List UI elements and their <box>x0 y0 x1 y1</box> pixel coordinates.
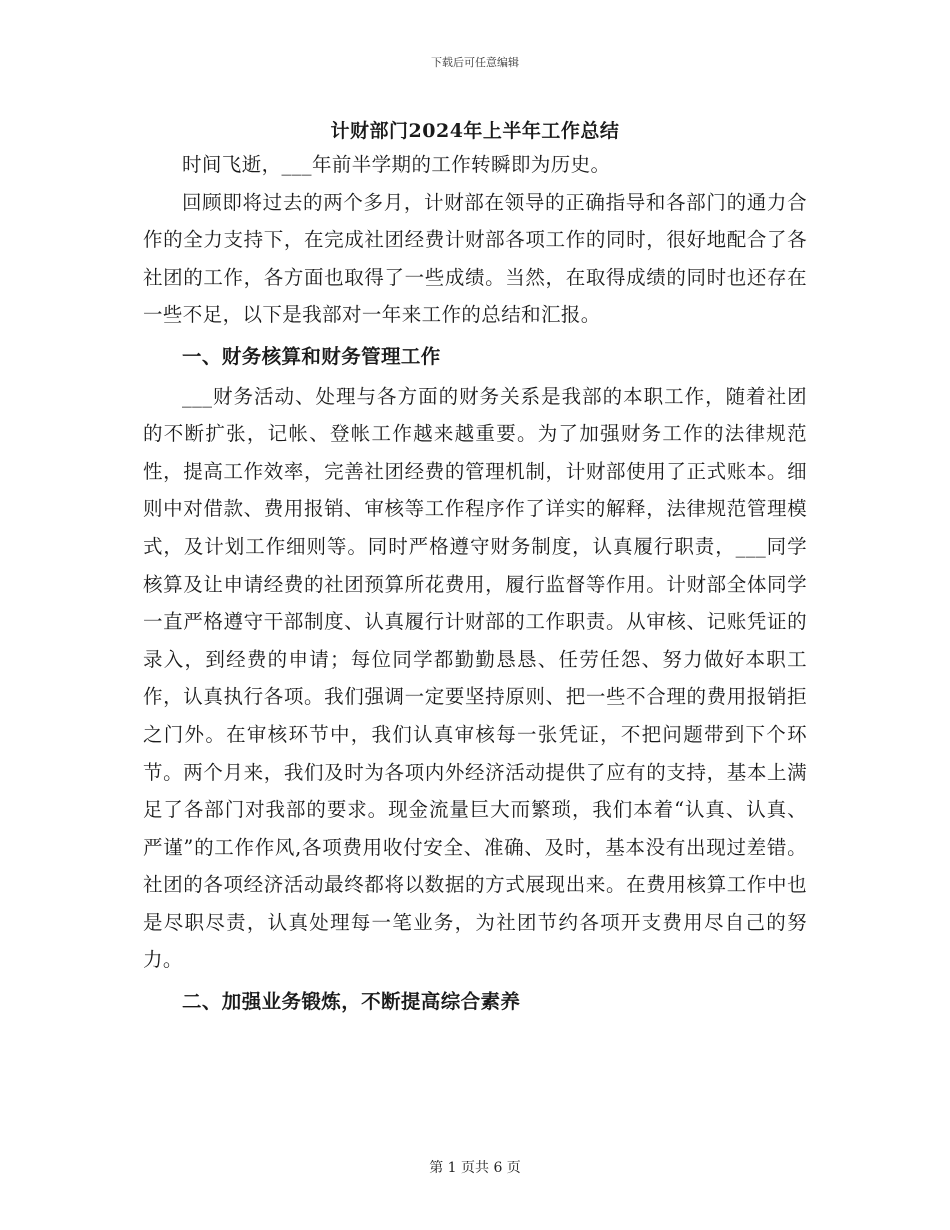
document-body <box>143 146 807 1021</box>
header-note: 下载后可任意编辑 <box>431 56 519 69</box>
document-title: 计财部门2024年上半年工作总结 <box>330 120 620 142</box>
paragraph-finance-work: ___财务活动、处理与各方面的财务关系是我部的本职工作，随着社团的不断扩张，记帐、登帐工作越来越重要。为了加强财务工作的法律规范性，提高工作效率，完善社团经费的管理机制，计财部使用了正式账本。细则中对借款、费用报销、审核等工作程序作了详实的解释，法律规范管理模式，及计划工作细则等。同时严格遵守财务制度，认真履行职责，___同学核算及让申请经费的社团预算所花费用，履行监督等作用。计财部全体同学一直严格遵守干部制度、认真履行计财部的工作职责。从审核、记账凭证的录入，到经费的申请；每位同学都勤勤恳恳、任劳任怨、努力做好本职工作，认真执行各项。我们强调一定要坚持原则、把一些不合理的费用报销拒之门外。在审核环节中，我们认真审核每一张凭证，不把问题带到下个环节。两个月来，我们及时为各项内外经济活动提供了应有的支持，基本上满足了各部门对我部的要求。现金流量巨大而繁琐，我们本着“认真、认真、严谨”的工作作风,各项费用收付安全、准确、及时，基本没有出现过差错。社团的各项经济活动最终都将以数据的方式展现出来。在费用核算工作中也是尽职尽责，认真处理每一笔业务，为社团节约各项开支费用尽自己的努力。 <box>143 384 807 972</box>
page-footer: 第 1 页共 6 页 <box>429 1160 521 1176</box>
section-heading-2: 二、加强业务锻炼，不断提高综合素养 <box>182 990 521 1014</box>
paragraph-review: 回顾即将过去的两个多月，计财部在领导的正确指导和各部门的通力合作的全力支持下，在完成社团经费计财部各项工作的同时，很好地配合了各社团的工作，各方面也取得了一些成绩。当然，在取得成绩的同时也还存在一些不足，以下是我部对一年来工作的总结和汇报。 <box>143 190 807 327</box>
paragraph-intro: 时间飞逝，___年前半学期的工作转瞬即为历史。 <box>182 153 611 176</box>
section-heading-1: 一、财务核算和财务管理工作 <box>182 344 441 368</box>
